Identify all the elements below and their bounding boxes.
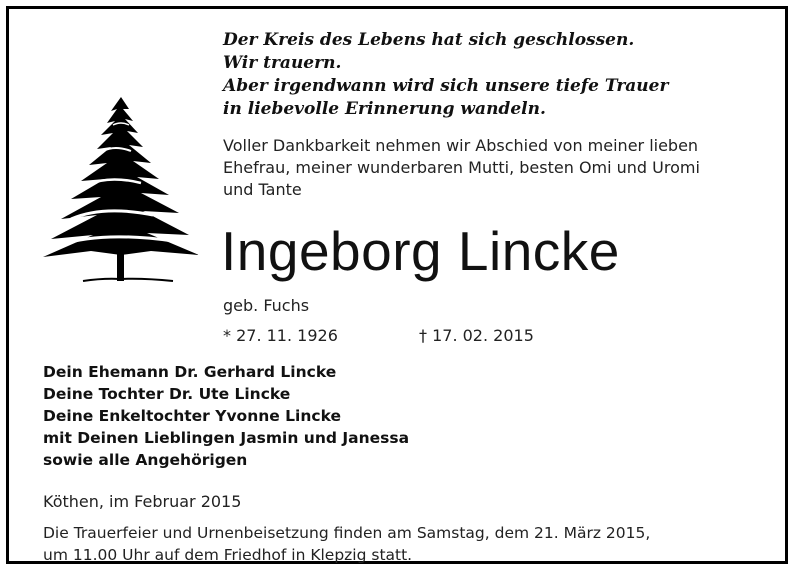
- intro-line: Ehefrau, meiner wunderbaren Mutti, besten Omi und Uromi: [223, 158, 700, 177]
- verse-line: Der Kreis des Lebens hat sich geschlossen.: [223, 30, 635, 50]
- ceremony-line: um 11.00 Uhr auf dem Friedhof in Klepzig statt.: [43, 546, 413, 564]
- maiden-name: geb. Fuchs: [223, 296, 310, 315]
- verse: [223, 29, 668, 121]
- intro-line: Voller Dankbarkeit nehmen wir Abschied von meiner lieben: [223, 136, 699, 155]
- mourner-line: Dein Ehemann Dr. Gerhard Lincke: [43, 363, 337, 381]
- birth-date: * 27. 11. 1926: [223, 326, 338, 345]
- intro-text: [223, 135, 783, 201]
- mourner-line: mit Deinen Lieblingen Jasmin und Janessa: [43, 429, 410, 447]
- mourner-line: sowie alle Angehörigen: [43, 451, 248, 469]
- ceremony-info: [43, 522, 783, 566]
- mourners-list: [43, 361, 409, 471]
- verse-line: in liebevolle Erinnerung wandeln.: [223, 99, 546, 119]
- ceremony-line: Die Trauerfeier und Urnenbeisetzung finden am Samstag, dem 21. März 2015,: [43, 524, 651, 542]
- mourner-line: Deine Enkeltochter Yvonne Lincke: [43, 407, 341, 425]
- intro-line: und Tante: [223, 180, 302, 199]
- death-date: † 17. 02. 2015: [419, 326, 534, 345]
- mourner-line: Deine Tochter Dr. Ute Lincke: [43, 385, 291, 403]
- deceased-name: Ingeborg Lincke: [221, 220, 620, 282]
- place-date: Köthen, im Februar 2015: [43, 492, 242, 511]
- obituary-frame: [6, 6, 788, 564]
- verse-line: Wir trauern.: [223, 53, 342, 73]
- fir-tree-icon: [43, 95, 203, 285]
- verse-line: Aber irgendwann wird sich unsere tiefe Trauer: [223, 76, 669, 96]
